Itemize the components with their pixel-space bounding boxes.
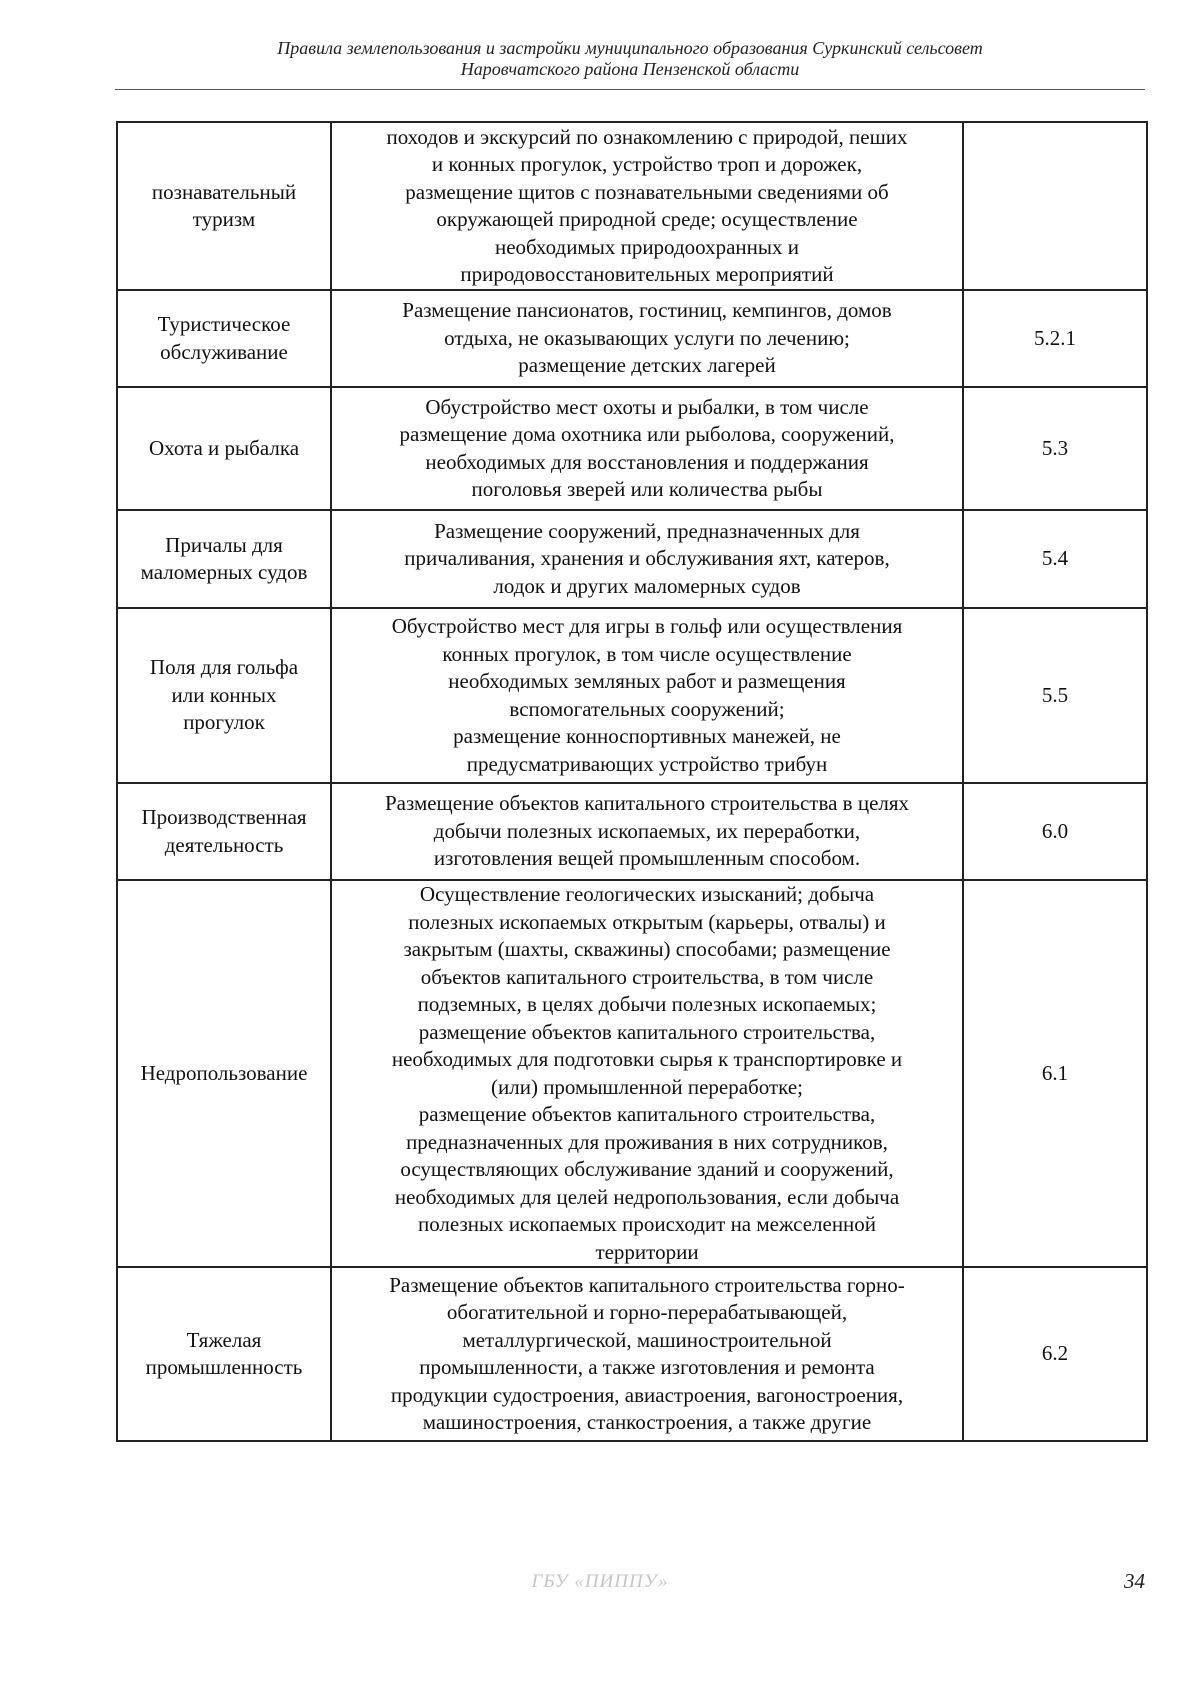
use-name-line: Тяжелая xyxy=(186,1327,262,1352)
use-name-cell xyxy=(117,783,331,880)
use-description-line: машиностроения, станкостроения, а также другие xyxy=(422,1410,872,1434)
use-code-cell xyxy=(963,290,1147,387)
use-name-line: Охота и рыбалка xyxy=(148,435,300,460)
footer-organization: ГБУ «ПИППУ» xyxy=(531,1571,669,1592)
use-description-line: размещение конноспортивных манежей, не xyxy=(453,724,841,748)
table-row xyxy=(117,122,1147,290)
use-code-cell xyxy=(963,122,1147,290)
use-description-cell xyxy=(331,608,963,783)
use-code-text: 6.1 xyxy=(1041,1060,1069,1085)
use-description-line: Размещение пансионатов, гостиниц, кемпингов, домов xyxy=(402,298,892,323)
use-code-text: 5.3 xyxy=(1041,435,1069,460)
use-name-line: Недропользование xyxy=(140,1060,308,1085)
table-row xyxy=(117,290,1147,387)
use-description-cell xyxy=(331,290,963,387)
use-description-line: территории xyxy=(595,1239,699,1264)
use-name-cell xyxy=(117,290,331,387)
use-name-line: обслуживание xyxy=(160,339,288,364)
use-description-line: необходимых для подготовки сырья к транспортировке и xyxy=(391,1047,903,1071)
use-name-line: туризм xyxy=(192,207,256,231)
table-body xyxy=(117,122,1147,1441)
use-name-cell xyxy=(117,122,331,290)
use-description-line: необходимых земляных работ и размещения xyxy=(448,669,846,693)
use-name-line: Производственная xyxy=(141,805,307,829)
use-name-cell xyxy=(117,1267,331,1441)
use-description-line: Обустройство мест для игры в гольф или осуществления xyxy=(391,614,903,638)
use-description-cell xyxy=(331,510,963,608)
use-name-line: промышленность xyxy=(145,1355,303,1379)
land-use-table xyxy=(116,121,1148,1442)
use-name-line: Поля для гольфа xyxy=(149,655,299,680)
use-description-line: причаливания, хранения и обслуживания яхт, катеров, xyxy=(404,546,890,571)
use-code-cell xyxy=(963,1267,1147,1441)
use-code-text: 5.5 xyxy=(1041,682,1069,707)
use-name-cell xyxy=(117,510,331,608)
use-description-line: конных прогулок, в том числе осуществление xyxy=(442,641,852,666)
use-description-line: Размещение объектов капитального строительства в целях xyxy=(384,791,910,816)
use-code-text: 5.2.1 xyxy=(1034,325,1076,350)
header-line-2: Наровчатского района Пензенской области xyxy=(460,59,800,79)
use-description-line: закрытым (шахты, скважины) способами; размещение xyxy=(403,937,891,961)
use-description-cell xyxy=(331,387,963,510)
use-description-line: объектов капитального строительства, в том числе xyxy=(420,964,874,989)
use-description-line: предусматривающих устройство трибун xyxy=(466,751,828,776)
use-description-line: вспомогательных сооружений; xyxy=(509,696,785,721)
table-row xyxy=(117,510,1147,608)
use-description-line: окружающей природной среде; осуществление xyxy=(436,207,858,231)
use-description-line: подземных, в целях добычи полезных ископаемых; xyxy=(417,992,877,1016)
use-description-line: предназначенных для проживания в них сотрудников, xyxy=(406,1129,888,1154)
use-name-cell xyxy=(117,880,331,1267)
use-name-line: маломерных судов xyxy=(140,560,308,584)
use-code-text: 6.0 xyxy=(1041,818,1069,843)
use-description-line: размещение объектов капитального строительства, xyxy=(418,1102,876,1126)
use-name-line: Причалы для xyxy=(165,532,283,557)
use-description-line: и конных прогулок, устройство троп и дорожек, xyxy=(431,152,863,176)
table-row xyxy=(117,387,1147,510)
use-description-line: обогатительной и горно-перерабатывающей, xyxy=(446,1300,848,1324)
use-name-cell xyxy=(117,608,331,783)
use-name-line: познавательный xyxy=(151,179,297,204)
use-code-cell xyxy=(963,608,1147,783)
table-row xyxy=(117,608,1147,783)
document-header xyxy=(115,38,1145,80)
use-description-line: Размещение сооружений, предназначенных для xyxy=(434,518,860,543)
use-description-line: добычи полезных ископаемых, их переработки, xyxy=(433,818,861,843)
use-description-line: (или) промышленной переработке; xyxy=(491,1074,803,1099)
use-name-line: или конных xyxy=(171,682,277,707)
use-description-line: изготовления вещей промышленным способом. xyxy=(433,846,861,871)
use-description-cell xyxy=(331,880,963,1267)
use-description-line: Осуществление геологических изысканий; добыча xyxy=(419,882,875,906)
table-row xyxy=(117,783,1147,880)
use-description-line: Обустройство мест охоты и рыбалки, в том числе xyxy=(425,394,869,419)
page-number: 34 xyxy=(1124,1569,1145,1593)
use-name-line: прогулок xyxy=(183,710,265,735)
use-description-line: размещение детских лагерей xyxy=(518,353,776,378)
use-description-line: размещение щитов с познавательными сведениями об xyxy=(405,179,889,204)
use-description-line: необходимых для целей недропользования, если добыча xyxy=(394,1184,900,1209)
header-divider xyxy=(115,89,1145,90)
use-code-cell xyxy=(963,880,1147,1267)
use-description-line: полезных ископаемых происходит на межселенной xyxy=(417,1212,877,1236)
use-code-text: 6.2 xyxy=(1041,1341,1069,1366)
use-description-line: необходимых для восстановления и поддержания xyxy=(425,449,869,474)
use-description-line: Размещение объектов капитального строительства горно- xyxy=(389,1272,905,1297)
use-description-line: продукции судостроения, авиастроения, вагоностроения, xyxy=(390,1382,904,1407)
use-description-line: лодок и других маломерных судов xyxy=(493,573,801,598)
use-description-line: металлургической, машиностроительной xyxy=(462,1327,832,1352)
use-description-line: походов и экскурсий по ознакомлению с природой, пеших xyxy=(386,124,908,149)
use-description-line: осуществляющих обслуживание зданий и сооружений, xyxy=(400,1157,894,1181)
use-code-cell xyxy=(963,387,1147,510)
use-description-line: размещение дома охотника или рыболова, сооружений, xyxy=(399,422,895,446)
use-name-line: деятельность xyxy=(164,832,284,857)
use-description-line: отдыха, не оказывающих услуги по лечению; xyxy=(444,325,850,350)
use-code-cell xyxy=(963,783,1147,880)
table-row xyxy=(117,1267,1147,1441)
use-description-line: поголовья зверей или количества рыбы xyxy=(471,477,823,501)
use-description-cell xyxy=(331,122,963,290)
use-code-text: 5.4 xyxy=(1041,546,1069,571)
use-description-line: необходимых природоохранных и xyxy=(494,234,800,259)
use-name-line: Туристическое xyxy=(157,312,291,336)
use-description-cell xyxy=(331,1267,963,1441)
use-description-line: природовосстановительных мероприятий xyxy=(460,262,834,286)
use-description-line: полезных ископаемых открытым (карьеры, отвалы) и xyxy=(408,909,886,934)
header-line-1: Правила землепользования и застройки муниципального образования Суркинский сельсовет xyxy=(277,38,983,58)
use-description-line: размещение объектов капитального строительства, xyxy=(418,1019,876,1044)
use-code-cell xyxy=(963,510,1147,608)
use-description-cell xyxy=(331,783,963,880)
table-row xyxy=(117,880,1147,1267)
use-name-cell xyxy=(117,387,331,510)
use-description-line: промышленности, а также изготовления и ремонта xyxy=(419,1355,875,1379)
